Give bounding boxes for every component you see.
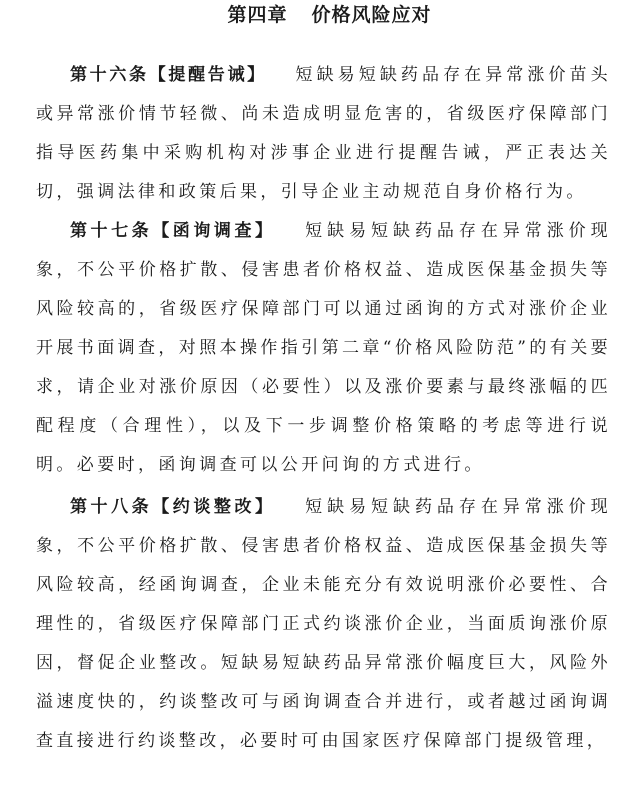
article-number: 第十八条 [70, 497, 153, 517]
chapter-number: 第四章 [227, 4, 288, 26]
article-18 [36, 488, 611, 761]
chapter-heading [36, 0, 611, 30]
article-body: 短缺易短缺药品存在异常涨价现象，不公平价格扩散、侵害患者价格权益、造成医保基金损失等风险较高的，省级医疗保障部门可以通过函询的方式对涨价企业开展书面调查，对照本操作指引第二章“价格风险防范”的有关要求，请企业对涨价原因（必要性）以及涨价要素与最终涨幅的匹配程度（合理性），以及下一步调整价格策略的考虑等进行说明。必要时，函询调查可以公开问询的方式进行。 [36, 221, 612, 475]
article-title: 【函询调查】 [152, 221, 276, 241]
article-number: 第十六条 [70, 65, 149, 85]
article-16 [36, 56, 611, 212]
article-title: 【约谈整改】 [152, 497, 276, 517]
chapter-title: 价格风险应对 [311, 4, 432, 26]
article-body: 短缺易短缺药品存在异常涨价苗头或异常涨价情节轻微、尚未造成明显危害的，省级医疗保障部门指导医药集中采购机构对涉事企业进行提醒告诫，严正表达关切，强调法律和政策后果，引导企业主动规范自身价格行为。 [36, 65, 612, 202]
article-number: 第十七条 [70, 221, 153, 241]
article-17 [36, 212, 611, 485]
article-body: 短缺易短缺药品存在异常涨价现象，不公平价格扩散、侵害患者价格权益、造成医保基金损失等风险较高，经函询调查，企业未能充分有效说明涨价必要性、合理性的，省级医疗保障部门正式约谈涨价企业，当面质询涨价原因，督促企业整改。短缺易短缺药品异常涨价幅度巨大，风险外溢速度快的，约谈整改可与函询调查合并进行，或者越过函询调查直接进行约谈整改，必要时可由国家医疗保障部门提级管理， [36, 497, 612, 751]
article-title: 【提醒告诫】 [148, 65, 267, 85]
